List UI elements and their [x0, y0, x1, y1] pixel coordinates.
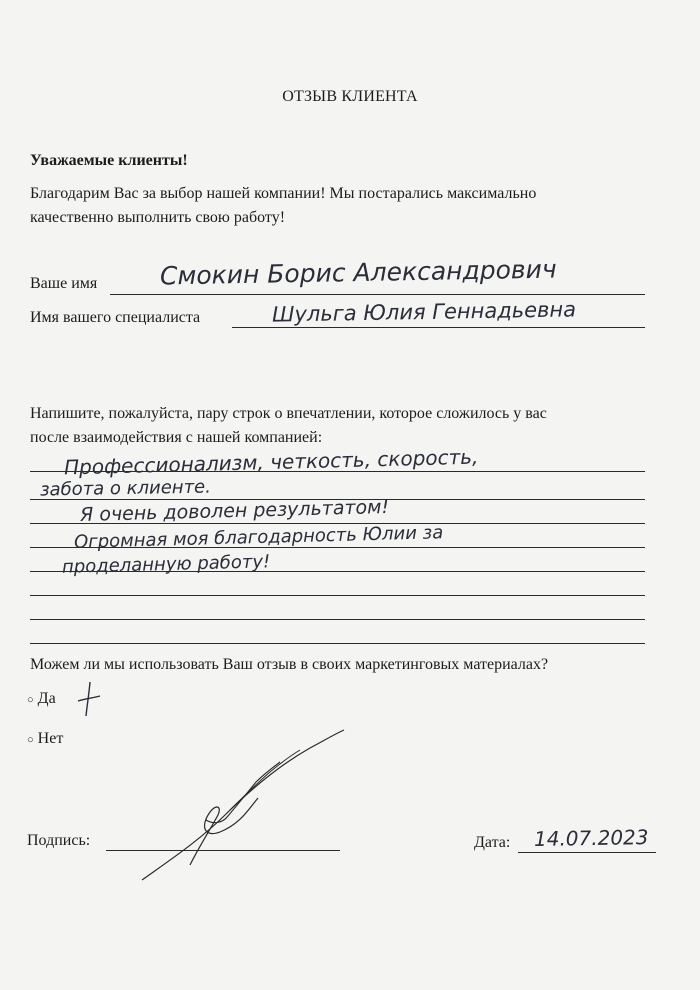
- signature-label: Подпись:: [27, 832, 91, 849]
- review-line[interactable]: проделанную работу!: [61, 551, 271, 578]
- your-name-value[interactable]: Смокин Борис Александрович: [159, 254, 557, 291]
- ruled-line: [30, 595, 645, 596]
- intro-line-1: Благодарим Вас за выбор нашей компании! Мы постарались максимально: [30, 185, 537, 202]
- review-line[interactable]: Профессионализм, четкость, скорость,: [63, 444, 479, 480]
- specialist-value[interactable]: Шульга Юлия Геннадьевна: [271, 297, 577, 327]
- option-no-label: Нет: [37, 730, 64, 747]
- prompt-line-2: после взаимодействия с нашей компанией:: [30, 429, 323, 446]
- date-value[interactable]: 14.07.2023: [533, 825, 649, 851]
- review-line[interactable]: Огромная моя благодарность Юлии за: [73, 522, 444, 553]
- marketing-question: Можем ли мы использовать Ваш отзыв в своих маркетинговых материалах?: [30, 656, 549, 673]
- your-name-underline: [110, 294, 645, 295]
- ruled-line: [30, 619, 645, 620]
- greeting: Уважаемые клиенты!: [30, 152, 188, 169]
- option-no[interactable]: [27, 730, 63, 748]
- intro-line-2: качественно выполнить свою работу!: [30, 209, 286, 226]
- specialist-underline: [232, 327, 645, 328]
- your-name-label: Ваше имя: [30, 275, 98, 292]
- specialist-label: Имя вашего специалиста: [30, 309, 201, 326]
- form-title: ОТЗЫВ КЛИЕНТА: [282, 88, 418, 105]
- review-line[interactable]: забота о клиенте.: [39, 476, 212, 501]
- signature-scribble-icon[interactable]: [130, 720, 360, 890]
- radio-bullet-icon[interactable]: ○: [27, 694, 34, 706]
- ruled-line: [30, 643, 645, 644]
- option-yes[interactable]: [27, 690, 56, 708]
- option-yes-label: Да: [37, 690, 56, 707]
- date-underline: [518, 852, 656, 853]
- date-label: Дата:: [474, 834, 511, 851]
- yes-check-mark-icon: [74, 680, 104, 720]
- prompt-line-1: Напишите, пожалуйста, пару строк о впечатлении, которое сложилось у вас: [30, 405, 547, 422]
- review-line[interactable]: Я очень доволен результатом!: [79, 495, 390, 527]
- radio-bullet-icon[interactable]: ○: [27, 734, 34, 746]
